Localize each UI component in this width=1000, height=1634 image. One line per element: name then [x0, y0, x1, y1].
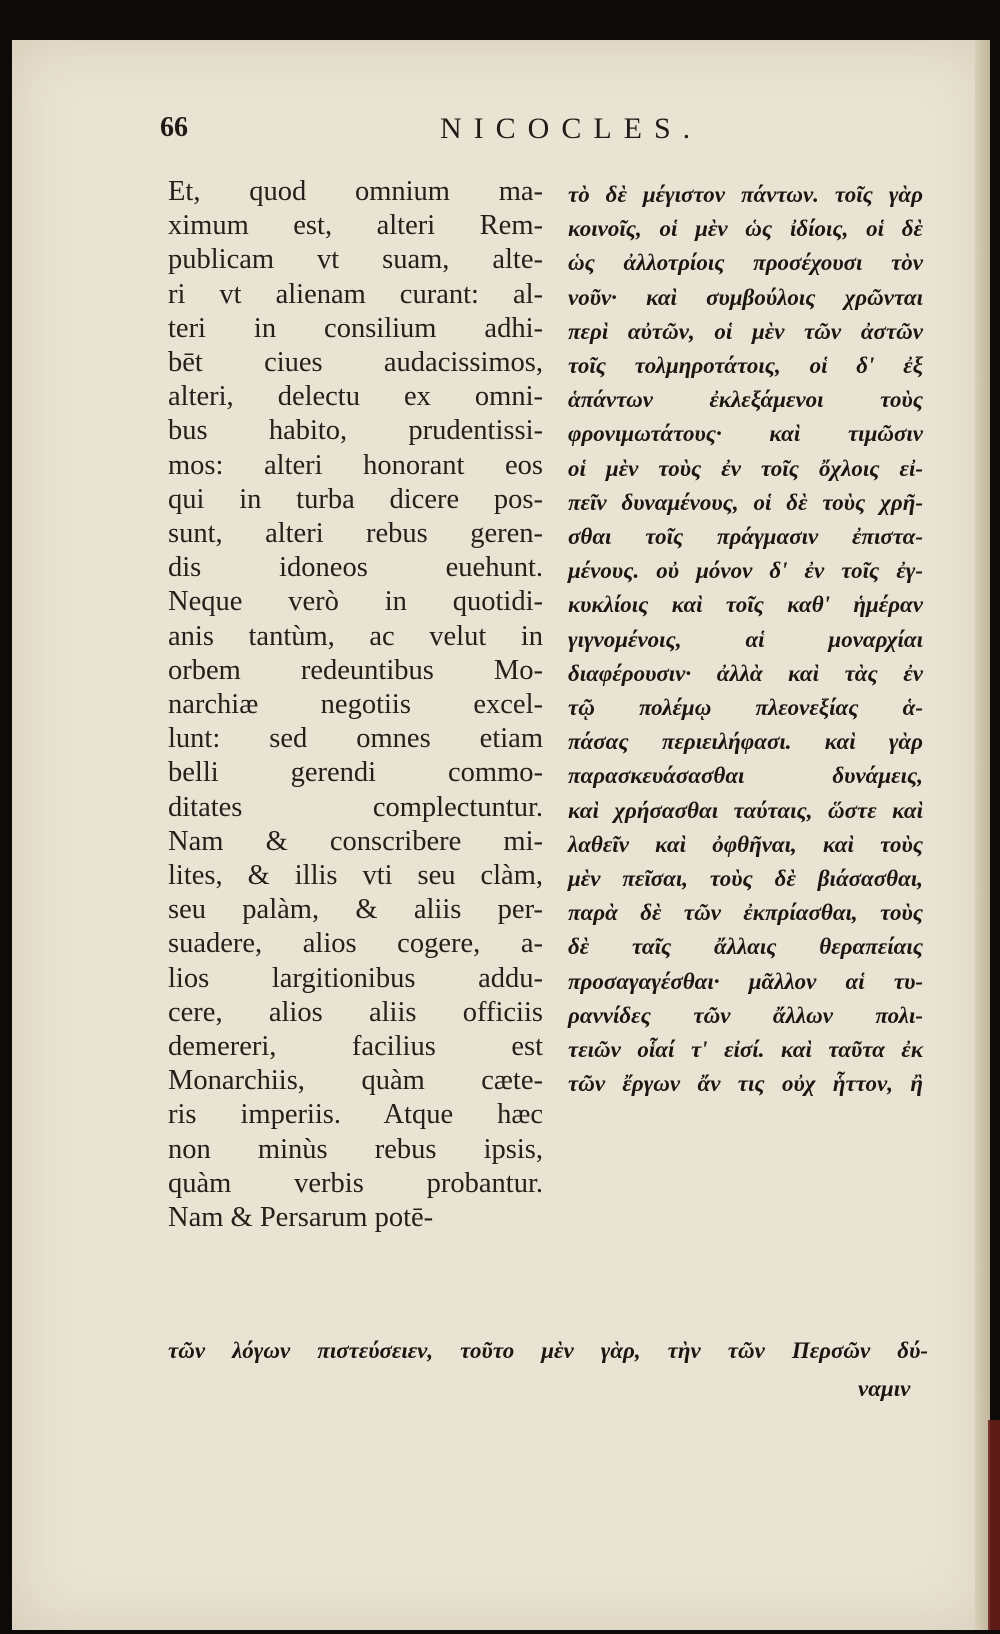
- text-line: οἱ μὲν τοὺς ἐν τοῖς ὄχλοις εἰ-: [568, 455, 923, 481]
- text-line: νοῦν· καὶ συμβούλοις χρῶνται: [568, 284, 923, 310]
- text-line: λαθεῖν καὶ ὀφθῆναι, καὶ τοὺς: [568, 831, 923, 857]
- text-line: γιγνομένοις, αἱ μοναρχίαι: [568, 626, 923, 652]
- binding-stain: [988, 1420, 1000, 1630]
- text-line: κυκλίοις καὶ τοῖς καθ' ἡμέραν: [568, 592, 923, 618]
- text-line: ὡς ἀλλοτρίοις προσέχουσι τὸν: [568, 250, 923, 276]
- text-line: cere, alios aliis officiis: [168, 996, 543, 1028]
- running-head: NICOCLES.: [440, 112, 703, 145]
- text-line: dis idoneos euehunt.: [168, 552, 543, 584]
- text-line: μὲν πεῖσαι, τοὺς δὲ βιάσασθαι,: [568, 866, 923, 892]
- text-line: narchiæ negotiis excel-: [168, 689, 543, 721]
- text-line: ἁπάντων ἐκλεξάμενοι τοὺς: [568, 387, 923, 413]
- text-line: quàm verbis probantur.: [168, 1167, 543, 1199]
- text-line: Nam & Persarum potē-: [168, 1202, 434, 1234]
- text-line: sunt, alteri rebus geren-: [168, 518, 543, 550]
- text-line: κοινοῖς, οἱ μὲν ὡς ἰδίοις, οἱ δὲ: [568, 216, 923, 242]
- text-line: διαφέρουσιν· ἀλλὰ καὶ τὰς ἐν: [568, 660, 923, 686]
- text-line: ximum est, alteri Rem-: [168, 210, 543, 242]
- text-line: bus habito, prudentissi-: [168, 415, 543, 447]
- text-line: non minùs rebus ipsis,: [168, 1133, 543, 1165]
- page-header: [0, 112, 1000, 152]
- text-line: Monarchiis, quàm cæte-: [168, 1065, 543, 1097]
- text-line: παρὰ δὲ τῶν ἐκπρίασθαι, τοὺς: [568, 900, 923, 926]
- greek-column: [568, 178, 923, 1101]
- text-line: anis tantùm, ac velut in: [168, 620, 543, 652]
- latin-column: [168, 175, 543, 1235]
- text-line: bēt ciues audacissimos,: [168, 347, 543, 379]
- text-line: πεῖν δυναμένους, οἱ δὲ τοὺς χρῆ-: [568, 489, 923, 515]
- page-edge: [975, 40, 990, 1630]
- text-line: ραννίδες τῶν ἄλλων πολι-: [568, 1002, 923, 1028]
- text-line: μένους. οὐ μόνον δ' ἐν τοῖς ἐγ-: [568, 558, 923, 584]
- text-line: suadere, alios cogere, a-: [168, 928, 543, 960]
- text-line: lunt: sed omnes etiam: [168, 723, 543, 755]
- text-line: Et, quod omnium ma-: [168, 176, 543, 207]
- text-line: ditates complectuntur.: [168, 791, 543, 823]
- catchword: ναμιν: [858, 1376, 911, 1401]
- page-number: 66: [160, 112, 188, 143]
- text-line: πάσας περιειλήφασι. καὶ γὰρ: [568, 729, 923, 755]
- text-line: προσαγαγέσθαι· μᾶλλον αἱ τυ-: [568, 968, 923, 994]
- text-line: περὶ αὐτῶν, οἱ μὲν τῶν ἀστῶν: [568, 318, 923, 344]
- text-line: Nam & conscribere mi-: [168, 825, 543, 857]
- text-line: παρασκευάσασθαι δυνάμεις,: [568, 763, 923, 789]
- text-line: τειῶν οἷαί τ' εἰσί. καὶ ταῦτα ἐκ: [568, 1037, 923, 1063]
- text-line: qui in turba dicere pos-: [168, 483, 543, 515]
- text-line: ri vt alienam curant: al-: [168, 278, 543, 310]
- text-line: σθαι τοῖς πράγμασιν ἐπιστα-: [568, 524, 923, 550]
- text-line: demereri, facilius est: [168, 1031, 543, 1063]
- greek-full-width-line: τῶν λόγων πιστεύσειεν, τοῦτο μὲν γὰρ, τὴν τῶν Περσῶν δύ-: [168, 1338, 928, 1363]
- text-line: alteri, delectu ex omni-: [168, 381, 543, 413]
- text-line: τῷ πολέμῳ πλεονεξίας ἁ-: [568, 695, 923, 721]
- text-line: lites, & illis vti seu clàm,: [168, 860, 543, 892]
- text-line: publicam vt suam, alte-: [168, 244, 543, 276]
- text-line: τῶν ἔργων ἄν τις οὐχ ἧττον, ἢ: [568, 1071, 923, 1097]
- text-line: καὶ χρήσασθαι ταύταις, ὥστε καὶ: [568, 797, 923, 823]
- text-line: δὲ ταῖς ἄλλαις θεραπείαις: [568, 934, 923, 960]
- text-line: τοῖς τολμηροτάτοις, οἱ δ' ἐξ: [568, 353, 923, 379]
- text-line: lios largitionibus addu-: [168, 962, 543, 994]
- text-line: ris imperiis. Atque hæc: [168, 1099, 543, 1131]
- text-line: teri in consilium adhi-: [168, 312, 543, 344]
- text-line: orbem redeuntibus Mo-: [168, 654, 543, 686]
- text-line: φρονιμωτάτους· καὶ τιμῶσιν: [568, 421, 923, 447]
- text-line: τὸ δὲ μέγιστον πάντων. τοῖς γὰρ: [568, 182, 923, 207]
- text-line: belli gerendi commo-: [168, 757, 543, 789]
- text-line: Neque verò in quotidi-: [168, 586, 543, 618]
- text-line: mos: alteri honorant eos: [168, 449, 543, 481]
- text-line: seu palàm, & aliis per-: [168, 894, 543, 926]
